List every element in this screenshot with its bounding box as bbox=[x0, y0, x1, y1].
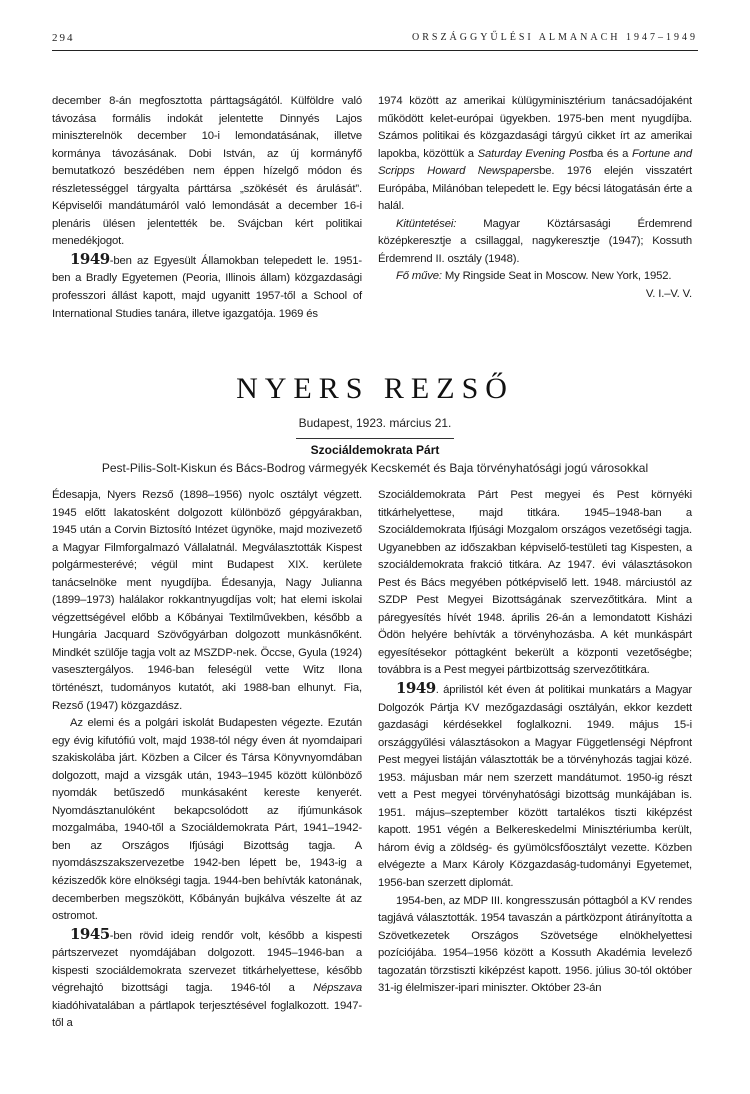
entry-district: Pest-Pilis-Solt-Kiskun és Bács-Bodrog vármegyék Kecskemét és Baja törvényhatósági jogú városokkal bbox=[101, 461, 649, 475]
paragraph: december 8-án megfosztotta párttagságától. Külföldre való távozása formális indokát jelentette Dinnyés Lajos miniszterelnök december 10-i lemondatásának, illetve kormánya távozásának. Dobi István, az új kormányfő bemutatkozó beszédében nem éppen hízelgő módon és részletességgel tárgyalta párttársa „szökését és árulását”. Képviselői mandátumáról való lemondását a december 16-i plenáris ülésen jelentették be. Svájcban kért politikai menedékjogot. bbox=[52, 95, 362, 248]
paragraph: 1949-ben az Egyesült Államokban telepedett le. 1951-ben a Bradly Egyetemen (Peoria, Illinois állam) közgazdasági professzori állást kapott, majd ugyanitt 1957-től a School of International Studies tanára, illetve igazgatója. 1969 és bbox=[52, 249, 362, 320]
author-signature: V. I.–V. V. bbox=[645, 288, 692, 301]
paragraph: 1954-ben, az MDP III. kongresszusán póttagból a KV rendes tagjává választották. 1954 tavaszán a pártközpont átirányította a Szövetkezetek Országos Szövetsége elnökhelyettesi pozíciójába. 1954–1956 között a Kossuth Akadémia levelező tagozatán törzstiszti kiképzést kapott. 1956. július 30-tól október 31-ig élelmiszer-ipari miniszter. Október 23-án bbox=[378, 894, 692, 995]
paragraph: 1945-ben rövid ideig rendőr volt, később a kispesti pártszervezet nyomdájában dolgozott. 1945–1946-ban a kispesti szociáldemokrata szervezet titkárhelyettese, később végrehajtó bizottsági tagja. 1946-tól a Népszava kiadóhivatalában a pártlapok terjesztésével foglalkozott. 1947-től a bbox=[52, 924, 362, 1030]
entry-left-column bbox=[52, 487, 362, 1033]
page-header bbox=[52, 28, 698, 51]
entry-right-column bbox=[378, 487, 692, 998]
prev-entry-left-column bbox=[52, 93, 362, 323]
awards-paragraph: Kitüntetései: Magyar Köztársasági Érdemrend középkeresztje a csillaggal, nagykeresztje (1947); Kossuth Érdemrend II. osztály (1948). bbox=[378, 217, 692, 265]
page-number: 294 bbox=[52, 32, 75, 44]
paragraph: 1974 között az amerikai külügyminisztérium tanácsadójaként működött kelet-európai ügyekben. 1975-ben ment nyugdíjba. Számos politikai és közgazdasági tárgyú cikket írt az amerikai lapokba, közöttük a Saturday Evening Postba és a Fortune and Scripps Howard Newspapersbe. 1976 elején visszatért Európába, Milánóban telepedett le. Egy bécsi látogatásán érte a halál. bbox=[378, 95, 693, 213]
works-paragraph: Fő műve: My Ringside Seat in Moscow. New York, 1952. bbox=[396, 270, 672, 283]
entry-name: NYERS REZSŐ bbox=[236, 372, 514, 405]
year-initial: 1945 bbox=[70, 924, 110, 943]
paragraph: 1949. áprilistól két éven át politikai munkatárs a Magyar Dolgozók Pártja KV mezőgazdasági osztályán, ekkor kezdett gazdasági kérdésekkel foglalkozni. 1949. május 15-i országgyűlési választásokon a Magyar Függetlenségi Népfront Pest megyei listáján választották be a törvényhozás tagjai közé. 1953. májusban már nem szerzett mandátumot. 1950-ig részt vett a Pest megyei törvényhatósági bizottság munkájában is. 1951. május–szeptember között tartalékos tiszti kiképzést kapott. 1951 végén a Belkereskedelmi Minisztériumba került, három évig a zöldség- és gyümölcsfőosztályt vezette. Közben elvégezte a Marx Károly Közgazdaság-tudományi Egyetemet, 1956-ban szerzett diplomát. bbox=[378, 679, 692, 890]
running-title: ORSZÁGGYŰLÉSI ALMANACH 1947–1949 bbox=[411, 32, 698, 43]
awards-label: Kitüntetései: bbox=[396, 217, 457, 230]
prev-entry-right-column bbox=[378, 93, 692, 304]
paragraph: Édesapja, Nyers Rezső (1898–1956) nyolc osztályt végzett. 1945 előtt lakatosként dolgozott különböző gépgyárakban, 1945 után a Corvin Biztosító Intézet ügynöke, majd mozivezető a Magyar Filmforgalmazó Vállalatnál. Megválasztották Kispest polgármesterévé; végül mint Budapest XIX. kerülete tanácselnöke ment nyugdíjba. Édesanyja, Nagy Julianna (1899–1973) halálakor rokkantnyugdíjas volt; hat elemi iskolai végzettségével előbb a Kőbányai Textilművekben, később a Hungária Jacquard Szövőgyárban dolgozott munkásnőként. Mindkét szülője tagja volt az MSZDP-nek. Öccse, Gyula (1924) vasesztergályos. 1946-ban feleségül vette Witz Ilona történészt, tudományos kutatót, aki 1988-ban elhunyt. Fia, Rezső (1947) közgazdász. bbox=[52, 489, 362, 712]
entry-birth: Budapest, 1923. március 21. bbox=[298, 416, 452, 430]
divider bbox=[296, 438, 454, 439]
entry-party: Szociáldemokrata Párt bbox=[310, 443, 440, 457]
year-initial: 1949 bbox=[396, 679, 436, 698]
works-label: Fő műve: bbox=[396, 270, 442, 283]
year-initial: 1949 bbox=[70, 249, 110, 268]
paragraph: Szociáldemokrata Párt Pest megyei és Pest környéki titkárhelyettese, majd titkára. 1945–1948-ban a Szociáldemokrata Ifjúsági Mozgalom országos vezetőségi tagja. Ugyanebben az időszakban képviselő-testületi tag Kispesten, a szociáldemokrata frakció titkára. Az 1947. évi választásokon Pest és Bács megyében pótképviselő lett. 1948. márciustól az SZDP Pest Megyei Bizottságának szervezőtitkára. Mint a páregyesítés hívét 1948. április 26-án a lemondatott Kisházi Ödön helyére behívták a törvényhozásba. A két munkáspárt egyesítésekor póttagként bekerült a központi vezetőségbe; továbbra is a Pest megyei pártbizottság szervezőtitkára. bbox=[378, 489, 692, 677]
paragraph: Az elemi és a polgári iskolát Budapesten végezte. Ezután egy évig kifutófiú volt, majd 1938-tól négy éven át nyomdaipari szakiskolába járt. Közben a Cilcer és Társa Könyvnyomdában dolgozott, majd a vizsgák után, 1943–1945 között különböző nyomdák betűszedő munkásaként kereste kenyerét. Nyomdásztanulóként bekapcsolódott az ifjúmunkások mozgalmába, 1940-től a Szociáldemokrata Párt, 1941–1942-ben az Országos Ifjúsági Bizottság tagja. A nyomdászszakszervezetbe 1942-ben lépett be, 1943-ig a kéziszedők köre elnökségi tagja. 1944-ben behívták katonának, decemberben megszökött, Kőbányán bujkálva vészelte át az ostromot. bbox=[52, 717, 362, 923]
